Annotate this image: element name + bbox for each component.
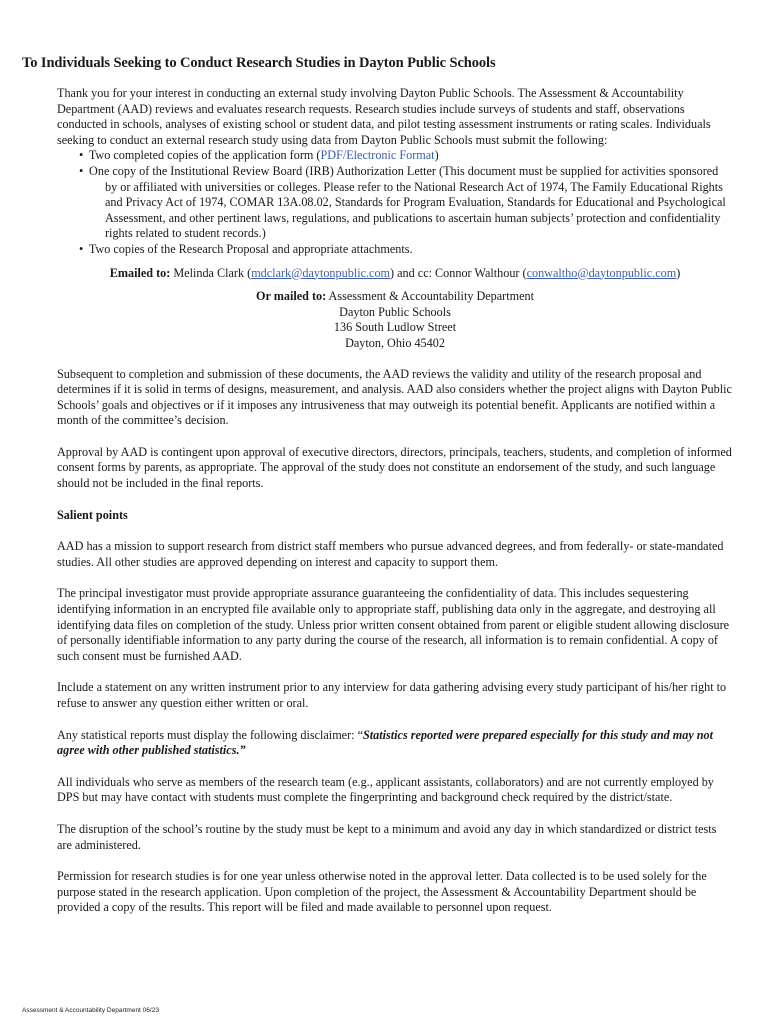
bullet-icon: • <box>79 148 84 163</box>
page-title: To Individuals Seeking to Conduct Research Studies in Dayton Public Schools <box>22 55 496 71</box>
intro-paragraph: Thank you for your interest in conducting an external study involving Dayton Public Schools. The Assessment & Accountability Department (AAD) reviews and evaluates research requests. Research studies include surveys of students and staff, observations conducted in schools, analyses of existing school or student data, and pilot testing assessment instruments or rating scales. Individuals seeking to conduct an external research study using data from Dayton Public Schools must submit the following: <box>57 86 711 147</box>
research-team-paragraph: All individuals who serve as members of the research team (e.g., applicant assistants, collaborators) and are not currently employed by DPS but may have contact with students must complete the fingerprinting and background check required by the district/state. <box>57 774 714 805</box>
review-paragraph: Subsequent to completion and submission of these documents, the AAD reviews the validity and utility of the research proposal and determines if it is solid in terms of designs, measurement, and analysis. AAD also considers whether the project aligns with Dayton Public Schools’ goals and objectives or if it imposes any intrusiveness that may outweigh its potential benefit. Applicants are notified within a month of the committee’s decision. <box>57 366 732 428</box>
requirements-list <box>57 148 733 257</box>
list-item: • Two copies of the Research Proposal and appropriate attachments. <box>79 241 413 256</box>
document-body <box>57 86 733 916</box>
salient-points-heading: Salient points <box>57 507 128 522</box>
disruption-paragraph: The disruption of the school’s routine by the study must be kept to a minimum and avoid any day in which standardized or district tests are administered. <box>57 821 717 852</box>
statement-paragraph: Include a statement on any written instrument prior to any interview for data gathering advising every study participant of his/her right to refuse to answer any question either written or oral. <box>57 680 727 710</box>
list-item: • One copy of the Institutional Review Board (IRB) Authorization Letter (This document must be supplied for activities sponsored by or affiliated with universities or colleges. Please refer to the National Research Act of 1974, The Family Educational Rights and Privacy Act of 1974, COMAR 13A.08.02, Standards for Program Evaluation, Standards for Educational and Psychological Assessment, and other pertinent laws, regulations, and publications to ascertain human subjects’ protection and confidentiality rights related to student records.) <box>79 163 726 241</box>
page-footer: Assessment & Accountability Department 06/23 <box>22 1007 159 1014</box>
permission-paragraph: Permission for research studies is for one year unless otherwise noted in the approval letter. Data collected is to be used solely for the purpose stated in the research application. Upon completion of the project, the Assessment & Accountability Department should be provided a copy of the results. This report will be filed and made available to personnel upon request. <box>57 869 707 915</box>
email-link-clark[interactable]: mdclark@daytonpublic.com <box>251 265 391 280</box>
list-item: • Two completed copies of the application form (PDF/Electronic Format) <box>79 148 439 163</box>
bullet-icon: • <box>79 241 84 256</box>
confidentiality-paragraph: The principal investigator must provide appropriate assurance guaranteeing the confidentiality of data. This includes sequestering identifying information in an encrypted file available only to appropriate staff, publishing data only in the aggregate, and destroying all identifying data files on completion of the study. Unless prior written consent obtained from parent or eligible student allowing disclosure of personally identifiable information to any party during the course of the research, all information is to remain confidential. A copy of such consent must be furnished AAD. <box>57 586 730 663</box>
mission-paragraph: AAD has a mission to support research from district staff members who pursue advanced degrees, and from federally- or state-mandated studies. All other studies are approved depending on interest and capacity to support them. <box>57 539 724 569</box>
mailing-address: Or mailed to: Assessment & Accountability Department Dayton Public Schools 136 South Ludlow Street Dayton, Ohio 45402 <box>255 289 535 350</box>
email-line: Emailed to: Melinda Clark (mdclark@daytonpublic.com) and cc: Connor Walthour (conwaltho@daytonpublic.com) <box>109 265 681 280</box>
approval-paragraph: Approval by AAD is contingent upon approval of executive directors, directors, principals, teachers, students, and completion of informed consent forms by parents, as appropriate. The approval of the study does not constitute an endorsement of the study, and such language should not be included in the final reports. <box>57 444 732 491</box>
email-link-walthour[interactable]: conwaltho@daytonpublic.com <box>526 265 677 280</box>
application-form-link[interactable]: PDF/Electronic Format <box>320 148 435 163</box>
disclaimer-paragraph: Any statistical reports must display the following disclaimer: “Statistics reported were prepared especially for this study and may not agree with other published statistics.” <box>57 727 714 758</box>
bullet-icon: • <box>79 163 84 178</box>
